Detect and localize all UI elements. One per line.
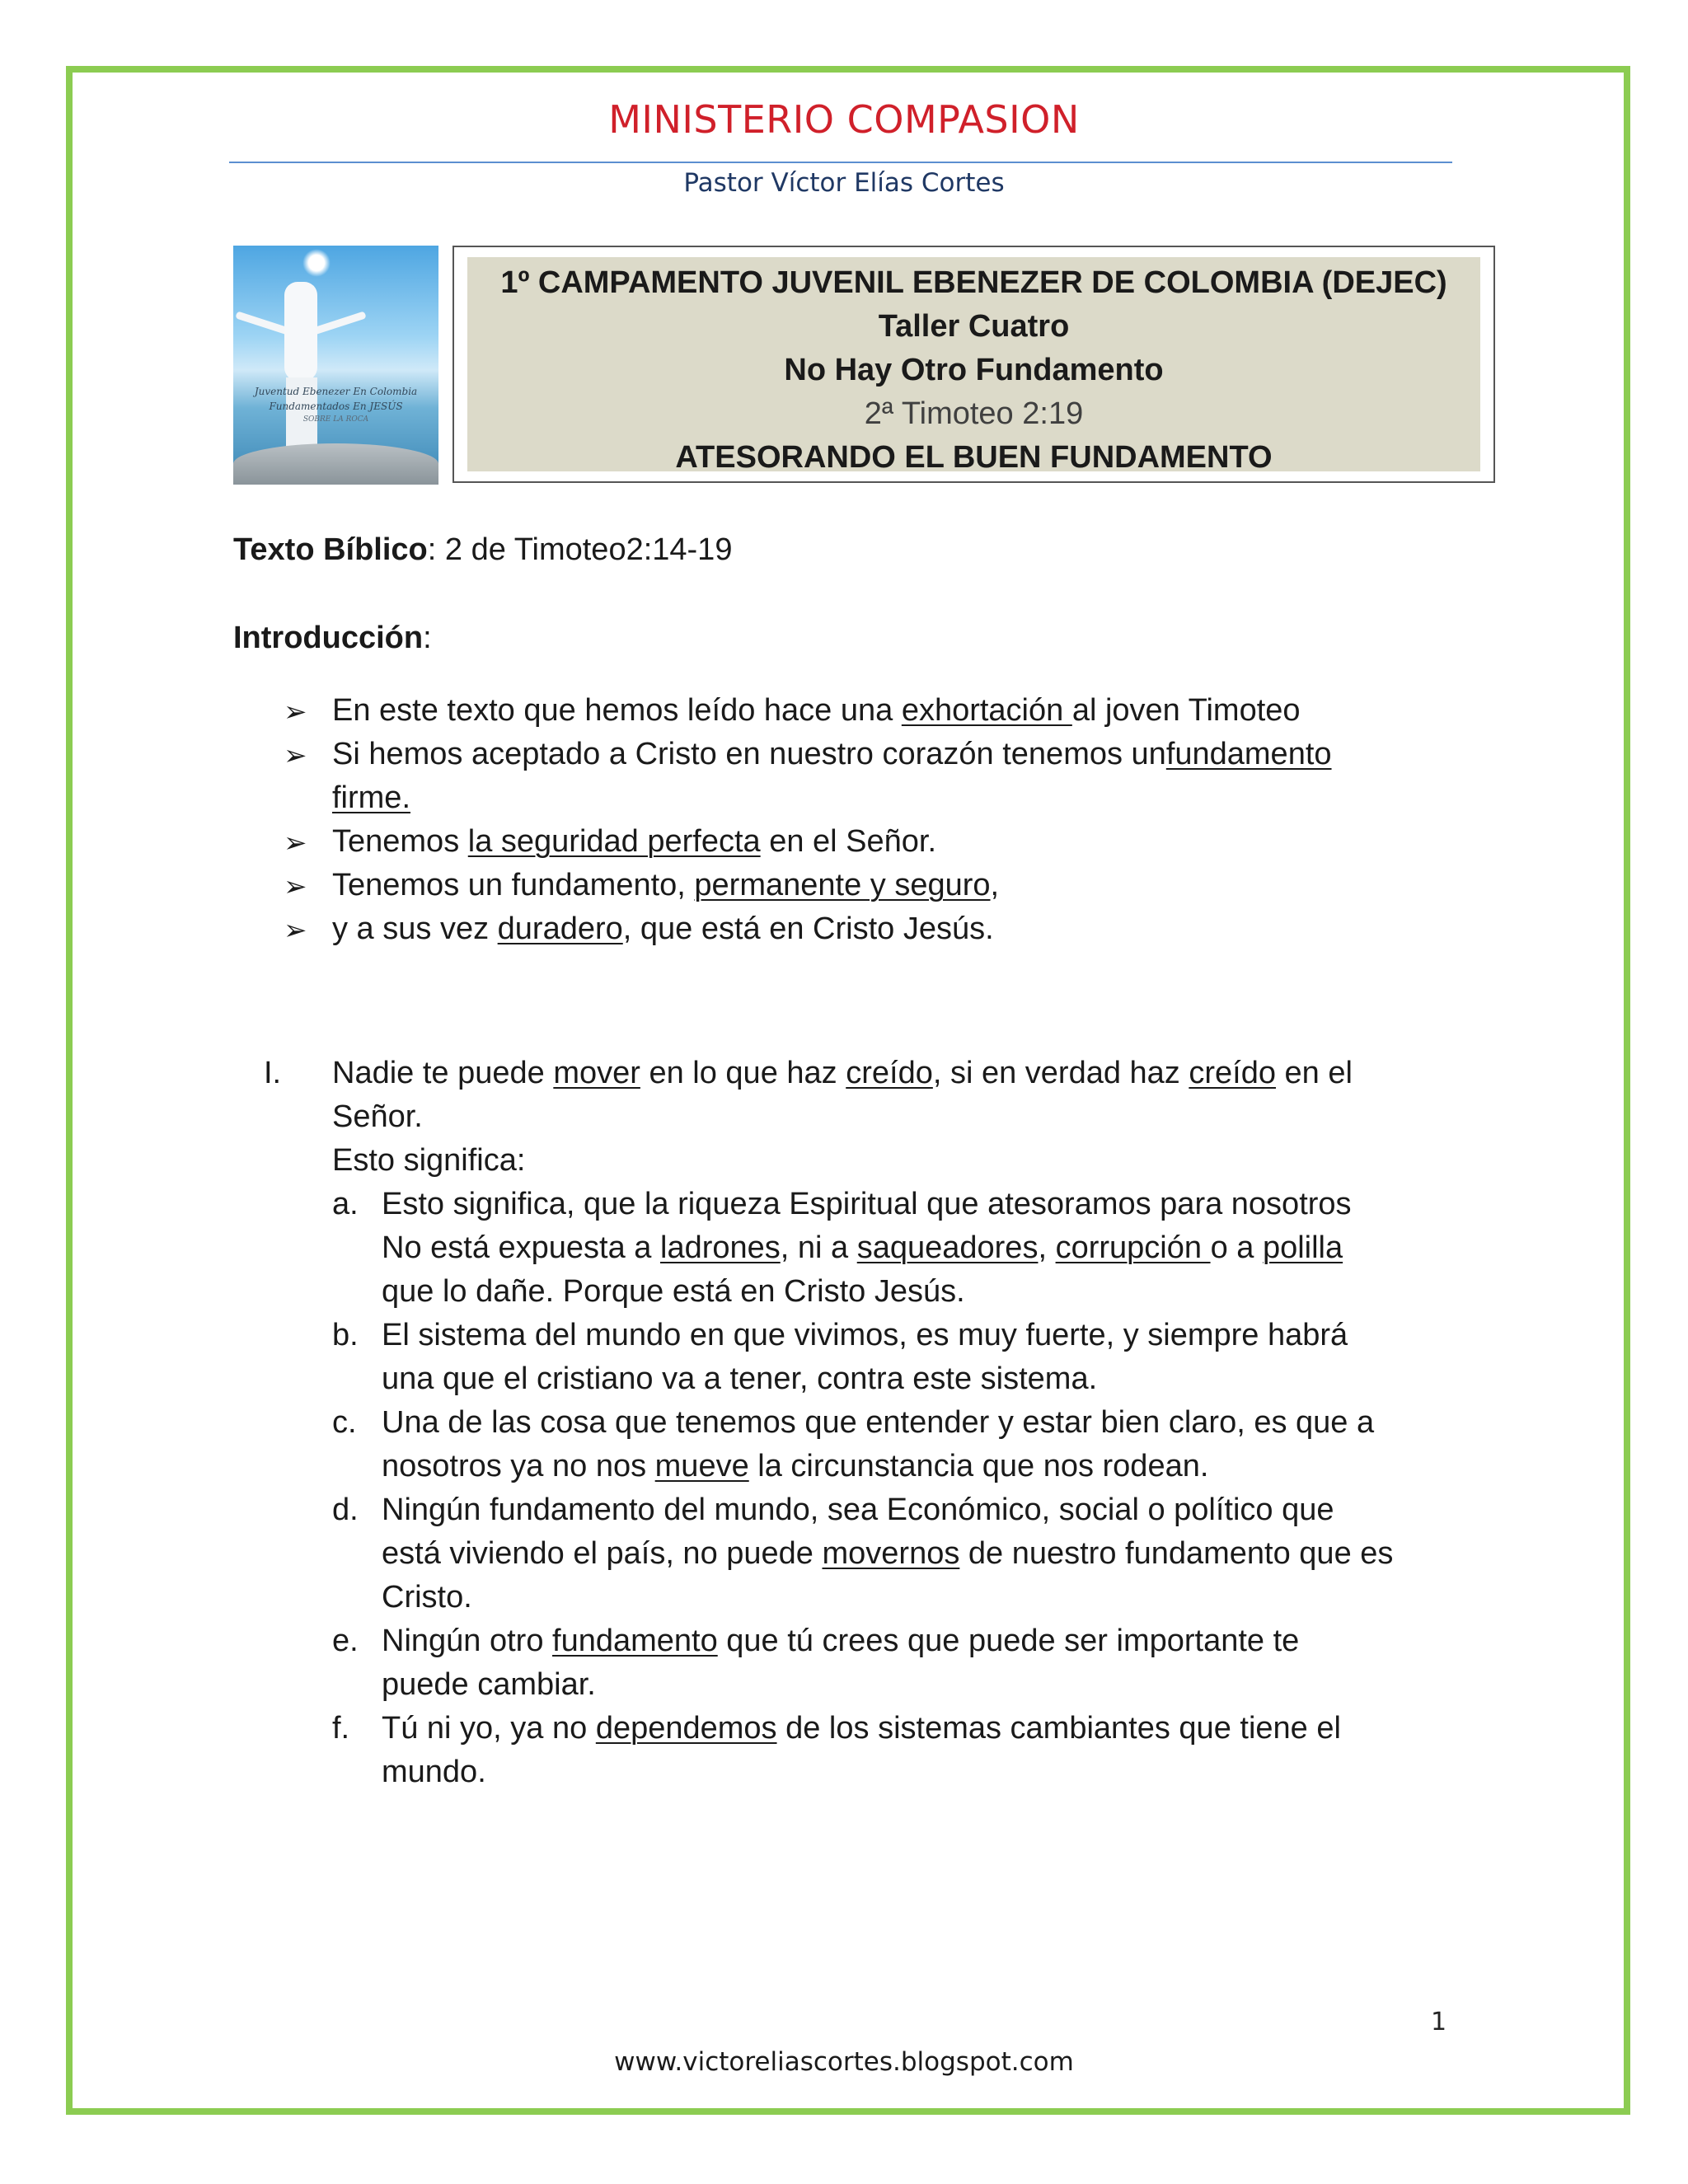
section-underline: creído (1189, 1056, 1276, 1090)
texto-biblico-value: 2 de Timoteo2:14-19 (436, 532, 733, 567)
item-c-line-1: Una de las cosa que tenemos que entender y estar bien claro, es que a (382, 1405, 1375, 1440)
item-text: No está expuesta a (382, 1230, 660, 1265)
cover-caption-1: Juventud Ebenezer En Colombia (254, 386, 418, 397)
section-line-3: Esto significa: (332, 1143, 526, 1178)
bullet-1-underline: exhortación (901, 693, 1072, 728)
bullet-3 (332, 826, 936, 857)
title-line-event: 1º CAMPAMENTO JUVENIL EBENEZER DE COLOMBIA (DEJEC) (500, 265, 1447, 300)
item-text: Tú ni yo, ya no (382, 1711, 596, 1746)
item-b-line-1: El sistema del mundo en que vivimos, es muy fuerte, y siempre habrá (382, 1318, 1348, 1352)
item-d-line-2 (382, 1538, 1393, 1569)
item-underline: saqueadores (856, 1230, 1039, 1265)
introduccion-label: Introducción (233, 621, 424, 655)
item-d-line-1: Ningún fundamento del mundo, sea Económico, social o político que (382, 1493, 1334, 1527)
item-text: que tú crees que puede ser importante te (717, 1624, 1300, 1658)
title-line-reference: 2ª Timoteo 2:19 (864, 396, 1084, 431)
item-a-line-2 (382, 1232, 1343, 1263)
arrow-bullet-icon: ➢ (284, 696, 307, 728)
rock-graphic (233, 443, 438, 485)
item-f-marker: f. (332, 1711, 350, 1746)
item-underline: movernos (822, 1536, 960, 1571)
bullet-2-underline-cont: firme. (332, 780, 410, 815)
bullet-3-text: Tenemos (332, 824, 468, 859)
item-text: , ni a (780, 1230, 857, 1265)
item-text: está viviendo el país, no puede (382, 1536, 823, 1571)
arrow-bullet-icon: ➢ (284, 740, 307, 771)
item-underline: polilla (1262, 1230, 1343, 1265)
item-text: de los sistemas cambiantes que tiene el (776, 1711, 1341, 1746)
item-text: de nuestro fundamento que es (959, 1536, 1394, 1571)
arrow-bullet-icon: ➢ (284, 871, 307, 902)
header-title: MINISTERIO COMPASION (608, 97, 1080, 142)
title-line-topic: ATESORANDO EL BUEN FUNDAMENTO (675, 440, 1273, 475)
section-underline: creído (846, 1056, 933, 1090)
figure-arm-right (309, 311, 366, 335)
item-e-line-1 (382, 1625, 1299, 1657)
bullet-2-underline: fundamento (1165, 737, 1332, 771)
item-e-line-2: puede cambiar. (382, 1667, 596, 1702)
bullet-1-text-end: al joven Timoteo (1071, 693, 1301, 728)
item-text: nosotros ya no nos (382, 1449, 655, 1483)
title-line-theme: No Hay Otro Fundamento (784, 353, 1164, 387)
item-underline: fundamento (552, 1624, 718, 1658)
item-d-line-3: Cristo. (382, 1580, 472, 1615)
section-text: en el (1275, 1056, 1353, 1090)
item-text: , (1038, 1230, 1056, 1265)
item-underline: dependemos (595, 1711, 777, 1746)
arrow-bullet-icon: ➢ (284, 915, 307, 946)
footer-url[interactable]: www.victoreliascortes.blogspot.com (614, 2047, 1074, 2077)
page-number: 1 (1431, 2008, 1447, 2036)
item-underline: ladrones (660, 1230, 781, 1265)
item-text: Ningún otro (382, 1624, 553, 1658)
title-box (452, 246, 1495, 483)
section-underline: mover (553, 1056, 640, 1090)
section-line-2: Señor. (332, 1099, 423, 1134)
figure-body (284, 282, 317, 381)
item-c-marker: c. (332, 1405, 357, 1440)
title-box-fill (467, 257, 1480, 475)
cover-image (233, 246, 438, 485)
item-b-marker: b. (332, 1318, 359, 1352)
bullet-4-underline: permanente y seguro (694, 868, 991, 902)
bullet-4-text: Tenemos un fundamento, (332, 868, 695, 902)
bullet-5-underline: duradero (497, 912, 623, 946)
sun-graphic (302, 249, 331, 277)
item-text: la circunstancia que nos rodean. (748, 1449, 1209, 1483)
bullet-2 (332, 738, 1332, 770)
section-text: Nadie te puede (332, 1056, 554, 1090)
cover-caption-2: Fundamentados En JESÚS (269, 401, 403, 412)
item-f-line-1 (382, 1713, 1341, 1744)
introduccion-colon: : (423, 621, 432, 655)
item-f-line-2: mundo. (382, 1755, 486, 1789)
item-d-marker: d. (332, 1493, 359, 1527)
arrow-bullet-icon: ➢ (284, 827, 307, 859)
item-e-marker: e. (332, 1624, 359, 1658)
bullet-2-text: Si hemos aceptado a Cristo en nuestro corazón tenemos un (332, 737, 1166, 771)
item-text: o a (1210, 1230, 1263, 1265)
title-line-workshop: Taller Cuatro (878, 309, 1070, 344)
bullet-5-text-end: , que está en Cristo Jesús. (622, 912, 994, 946)
cover-caption-3: SOBRE LA ROCA (302, 415, 369, 424)
bullet-5-text: y a sus vez (332, 912, 498, 946)
header-subtitle: Pastor Víctor Elías Cortes (683, 168, 1005, 198)
introduccion-heading (233, 622, 432, 654)
section-line-1 (332, 1057, 1353, 1089)
bullet-4-text-end: , (990, 868, 1000, 902)
texto-biblico-label: Texto Bíblico (233, 532, 428, 567)
item-a-line-1: Esto significa, que la riqueza Espiritual que atesoramos para nosotros (382, 1187, 1352, 1221)
item-underline: corrupción (1055, 1230, 1211, 1265)
item-b-line-2: una que el cristiano va a tener, contra este sistema. (382, 1361, 1098, 1396)
texto-biblico-colon: : (427, 532, 437, 567)
bullet-5 (332, 913, 994, 944)
item-c-line-2 (382, 1451, 1208, 1482)
item-a-line-3: que lo dañe. Porque está en Cristo Jesús. (382, 1274, 965, 1309)
section-text: , si en verdad haz (932, 1056, 1189, 1090)
bullet-3-underline: la seguridad perfecta (467, 824, 761, 859)
bullet-2-cont (332, 782, 410, 813)
texto-biblico (233, 534, 732, 565)
header-rule (229, 162, 1452, 163)
bullet-3-text-end: en el Señor. (760, 824, 937, 859)
section-text: en lo que haz (640, 1056, 846, 1090)
bullet-1 (332, 695, 1301, 726)
bullet-1-text: En este texto que hemos leído hace una (332, 693, 902, 728)
bullet-4 (332, 869, 999, 901)
section-numeral: I. (264, 1056, 282, 1090)
item-a-marker: a. (332, 1187, 359, 1221)
item-underline: mueve (654, 1449, 749, 1483)
